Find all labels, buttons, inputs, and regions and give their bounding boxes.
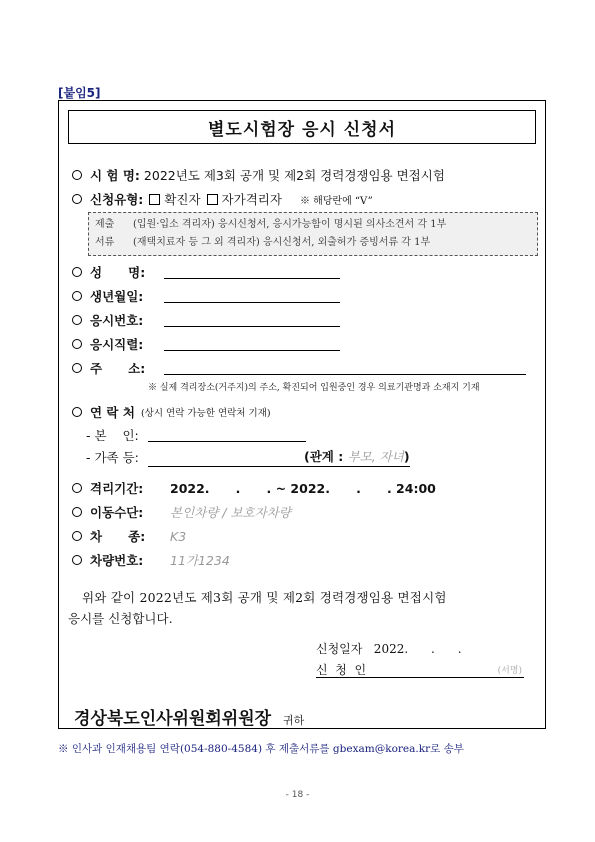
job-field[interactable] bbox=[164, 338, 340, 351]
page-number: - 18 - bbox=[285, 790, 310, 800]
address-label: 주 소: bbox=[90, 361, 146, 376]
address-row bbox=[72, 359, 526, 377]
contact-self-row bbox=[86, 426, 306, 444]
circle-bullet-icon bbox=[72, 407, 82, 417]
circle-bullet-icon bbox=[72, 315, 82, 325]
addressee-name: 경상북도인사위원회위원장 bbox=[74, 709, 272, 729]
addressee-suffix: 귀하 bbox=[283, 714, 305, 727]
plate-label: 차량번호: bbox=[90, 553, 144, 568]
job-row bbox=[72, 335, 340, 353]
circle-bullet-icon bbox=[72, 507, 82, 517]
vehicle-label: 차 종: bbox=[90, 529, 146, 544]
name-field[interactable] bbox=[164, 266, 340, 279]
attachment-label: [붙임5] bbox=[58, 86, 101, 100]
apply-type-label: 신청유형: bbox=[90, 192, 144, 207]
documents-text-1: (입원·입소 격리자) 응시신청서, 응시가능함이 명시된 의사소견서 각 1부 bbox=[133, 219, 447, 230]
contact-family-row bbox=[86, 447, 410, 467]
relation-example: 부모, 자녀 bbox=[347, 449, 404, 464]
self-isolation-option-label: 자가격리자 bbox=[221, 192, 282, 207]
circle-bullet-icon bbox=[72, 483, 82, 493]
signature-label: (서명) bbox=[497, 666, 522, 676]
statement-line-2: 응시를 신청합니다. bbox=[68, 611, 173, 626]
exam-name-value: 2022년도 제3회 공개 및 제2회 경력경쟁임용 면접시험 bbox=[143, 168, 445, 183]
self-isolation-checkbox[interactable] bbox=[207, 194, 218, 205]
relation-suffix: ) bbox=[403, 449, 410, 464]
job-label: 응시직렬: bbox=[90, 337, 144, 352]
period-label: 격리기간: bbox=[90, 481, 144, 496]
form-title: 별도시험장 응시 신청서 bbox=[68, 110, 536, 144]
apply-type-row bbox=[72, 190, 373, 208]
statement-line-1: 위와 같이 2022년도 제3회 공개 및 제2회 경력경쟁임용 면접시험 bbox=[82, 590, 447, 605]
period-value: 2022. . . ~ 2022. . . 24:00 bbox=[170, 480, 436, 496]
contact-family-field[interactable] bbox=[148, 447, 410, 467]
birth-row bbox=[72, 287, 340, 305]
exam-number-label: 응시번호: bbox=[90, 313, 144, 328]
relation-prefix: (관계 : bbox=[304, 449, 348, 464]
circle-bullet-icon bbox=[72, 363, 82, 373]
transport-value: 본인차량 / 보호자차량 bbox=[170, 505, 291, 520]
exam-name-label: 시 험 명: bbox=[90, 168, 140, 183]
addressee bbox=[74, 704, 304, 729]
name-label: 성 명: bbox=[90, 265, 146, 280]
plate-value: 11가1234 bbox=[170, 553, 230, 568]
exam-number-field[interactable] bbox=[164, 314, 340, 327]
transport-label: 이동수단: bbox=[90, 505, 144, 520]
confirmed-option-label: 확진자 bbox=[164, 192, 201, 207]
circle-bullet-icon bbox=[72, 339, 82, 349]
circle-bullet-icon bbox=[72, 170, 82, 180]
contact-label: 연 락 처 bbox=[90, 405, 135, 420]
circle-bullet-icon bbox=[72, 194, 82, 204]
name-row bbox=[72, 263, 340, 281]
applicant-label: 신 청 인 bbox=[316, 663, 367, 677]
circle-bullet-icon bbox=[72, 555, 82, 565]
address-field[interactable] bbox=[164, 362, 526, 375]
circle-bullet-icon bbox=[72, 531, 82, 541]
vehicle-row bbox=[72, 527, 186, 545]
documents-head-2: 서류 bbox=[95, 237, 115, 248]
period-row bbox=[72, 479, 436, 497]
vehicle-value: K3 bbox=[170, 528, 187, 544]
documents-head-1: 제출 bbox=[95, 219, 115, 230]
apply-date: 신청일자 2022. . . bbox=[316, 642, 462, 656]
contact-row bbox=[72, 403, 271, 421]
birth-field[interactable] bbox=[164, 290, 340, 303]
plate-row bbox=[72, 551, 230, 569]
documents-box bbox=[88, 212, 538, 256]
contact-note: (상시 연락 가능한 연락처 기재) bbox=[140, 408, 271, 419]
circle-bullet-icon bbox=[72, 267, 82, 277]
contact-self-label: - 본 인: bbox=[86, 428, 139, 443]
applicant-line[interactable] bbox=[316, 661, 524, 678]
check-note: ※ 해당란에 “V” bbox=[299, 195, 373, 207]
contact-family-label: - 가족 등: bbox=[86, 450, 139, 465]
exam-name-row bbox=[72, 166, 445, 184]
circle-bullet-icon bbox=[72, 291, 82, 301]
transport-row bbox=[72, 503, 291, 521]
documents-text-2: (재택치료자 등 그 외 격리자) 응시신청서, 외출허가 증빙서류 각 1부 bbox=[133, 237, 431, 248]
birth-label: 생년월일: bbox=[90, 289, 144, 304]
exam-number-row bbox=[72, 311, 340, 329]
confirmed-checkbox[interactable] bbox=[149, 194, 160, 205]
contact-self-field[interactable] bbox=[148, 429, 306, 442]
address-note: ※ 실제 격리장소(거주지)의 주소, 확진되어 입원중인 경우 의료기관명과 소재지 기재 bbox=[148, 383, 480, 393]
footer-note: ※ 인사과 인재채용팀 연락(054-880-4584) 후 제출서류를 gbexam@korea.kr로 송부 bbox=[58, 743, 464, 755]
